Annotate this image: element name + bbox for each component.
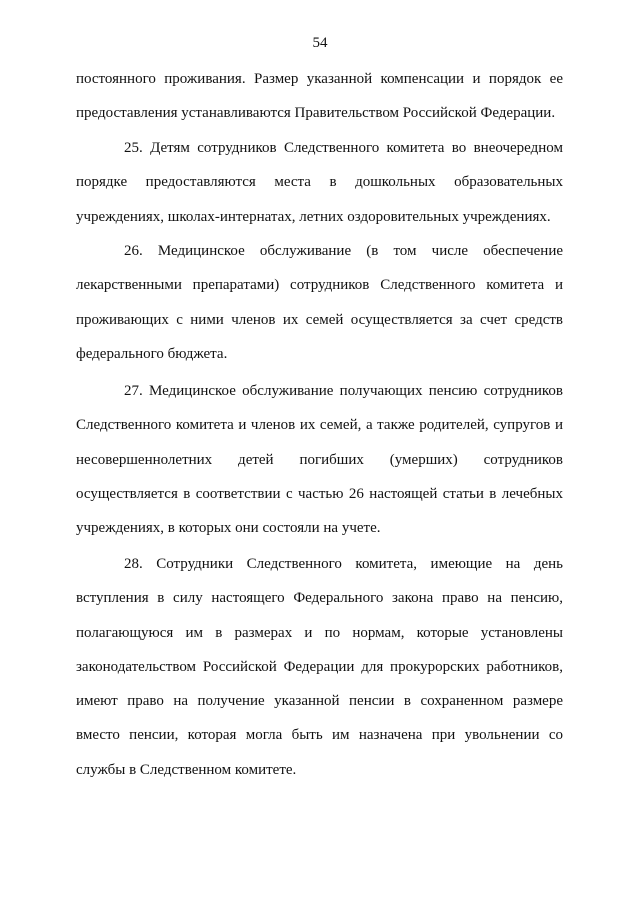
paragraph-text: 25. Детям сотрудников Следственного комитета во внеочередном порядке предоставляются места в дошкольных образовательных учреждениях, школах-интернатах, летних оздоровительных учреждениях.: [76, 140, 563, 225]
page-number: 54: [312, 35, 328, 51]
paragraph-28: [76, 547, 563, 787]
paragraph-26: [76, 234, 563, 371]
paragraph-text: 27. Медицинское обслуживание получающих пенсию сотрудников Следственного комитета и членов их семей, а также родителей, супругов и несовершеннолетних детей погибших (умерших) сотрудников осуществляется в соответствии с частью 26 настоящей статьи в лечебных учреждениях, в которых они состояли на учете.: [76, 383, 563, 537]
paragraph-25: [76, 131, 563, 234]
paragraph-text: постоянного проживания. Размер указанной компенсации и порядок ее предоставления устанавливаются Правительством Российской Федерации.: [76, 71, 563, 122]
paragraph-text: 28. Сотрудники Следственного комитета, имеющие на день вступления в силу настоящего Федерального закона право на пенсию, полагающуюся им в размерах и по нормам, которые установлены законодательством Российской Федерации для прокурорских работников, имеют право на получение указанной пенсии в сохраненном размере вместо пенсии, которая могла быть им назначена при увольнении со службы в Следственном комитете.: [76, 556, 563, 778]
paragraph-text: 26. Медицинское обслуживание (в том числе обеспечение лекарственными препаратами) сотрудников Следственного комитета и проживающих с ними членов их семей осуществляется за счет средств федерального бюджета.: [76, 243, 563, 362]
paragraph-27: [76, 374, 563, 545]
paragraph-continuation: [76, 62, 563, 131]
